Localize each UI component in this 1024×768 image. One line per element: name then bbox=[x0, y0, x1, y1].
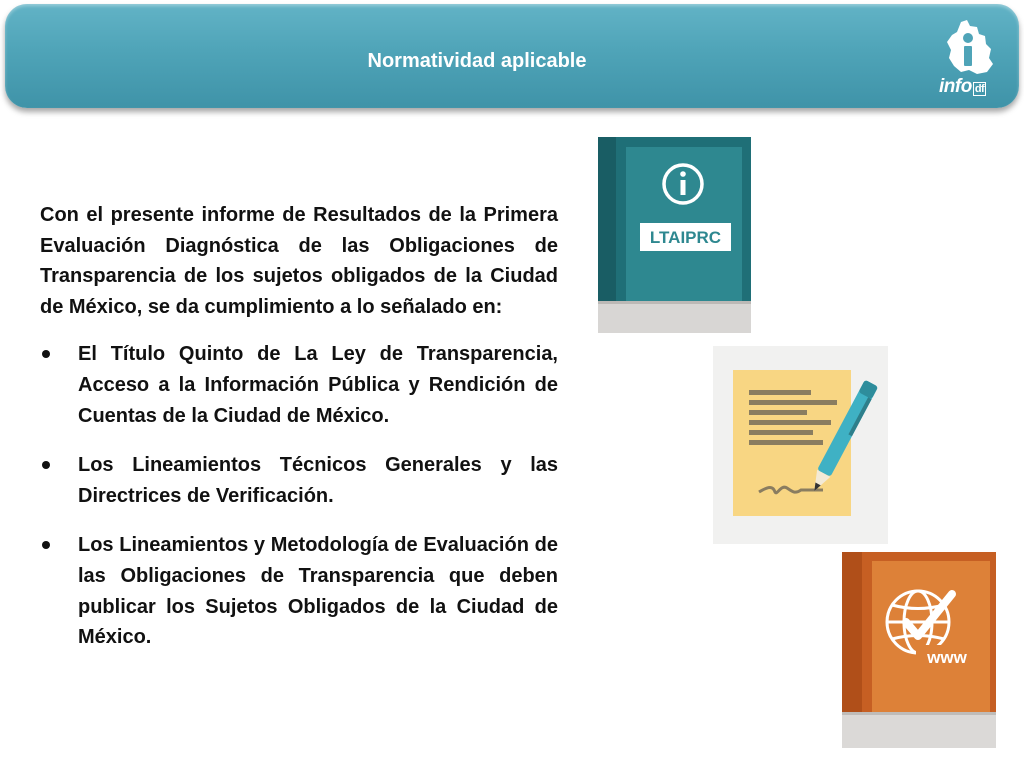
ltaiprc-label: LTAIPRC bbox=[649, 228, 722, 247]
www-label: www bbox=[927, 648, 967, 667]
list-item: Los Lineamientos y Metodología de Evaluación de las Obligaciones de Transparencia que deben publicar los Sujetos Obligados de la Ciudad de México. bbox=[40, 530, 558, 652]
bullet-icon bbox=[42, 541, 50, 549]
city-map-icon bbox=[937, 18, 1001, 78]
intro-paragraph: Con el presente informe de Resultados de la Primera Evaluación Diagnóstica de las Obligaciones de Transparencia de los sujetos obligados de la Ciudad de México, se da cumplimiento a lo señalado en: bbox=[40, 204, 558, 318]
logo-text: info df bbox=[939, 76, 985, 97]
legal-list bbox=[40, 339, 558, 652]
infodf-logo bbox=[937, 18, 1001, 102]
web-book-illustration bbox=[842, 552, 996, 753]
bullet-icon bbox=[42, 350, 50, 358]
list-item: Los Lineamientos Técnicos Generales y las Directrices de Verificación. bbox=[40, 450, 558, 511]
body-text bbox=[40, 200, 558, 653]
bullet-icon bbox=[42, 461, 50, 469]
law-book-illustration bbox=[598, 137, 751, 338]
header-bar bbox=[5, 4, 1019, 108]
page-title: Normatividad aplicable bbox=[367, 50, 587, 72]
document-pen-illustration bbox=[713, 346, 888, 549]
list-item: El Título Quinto de La Ley de Transparencia, Acceso a la Información Pública y Rendición de Cuentas de la Ciudad de México. bbox=[40, 339, 558, 431]
